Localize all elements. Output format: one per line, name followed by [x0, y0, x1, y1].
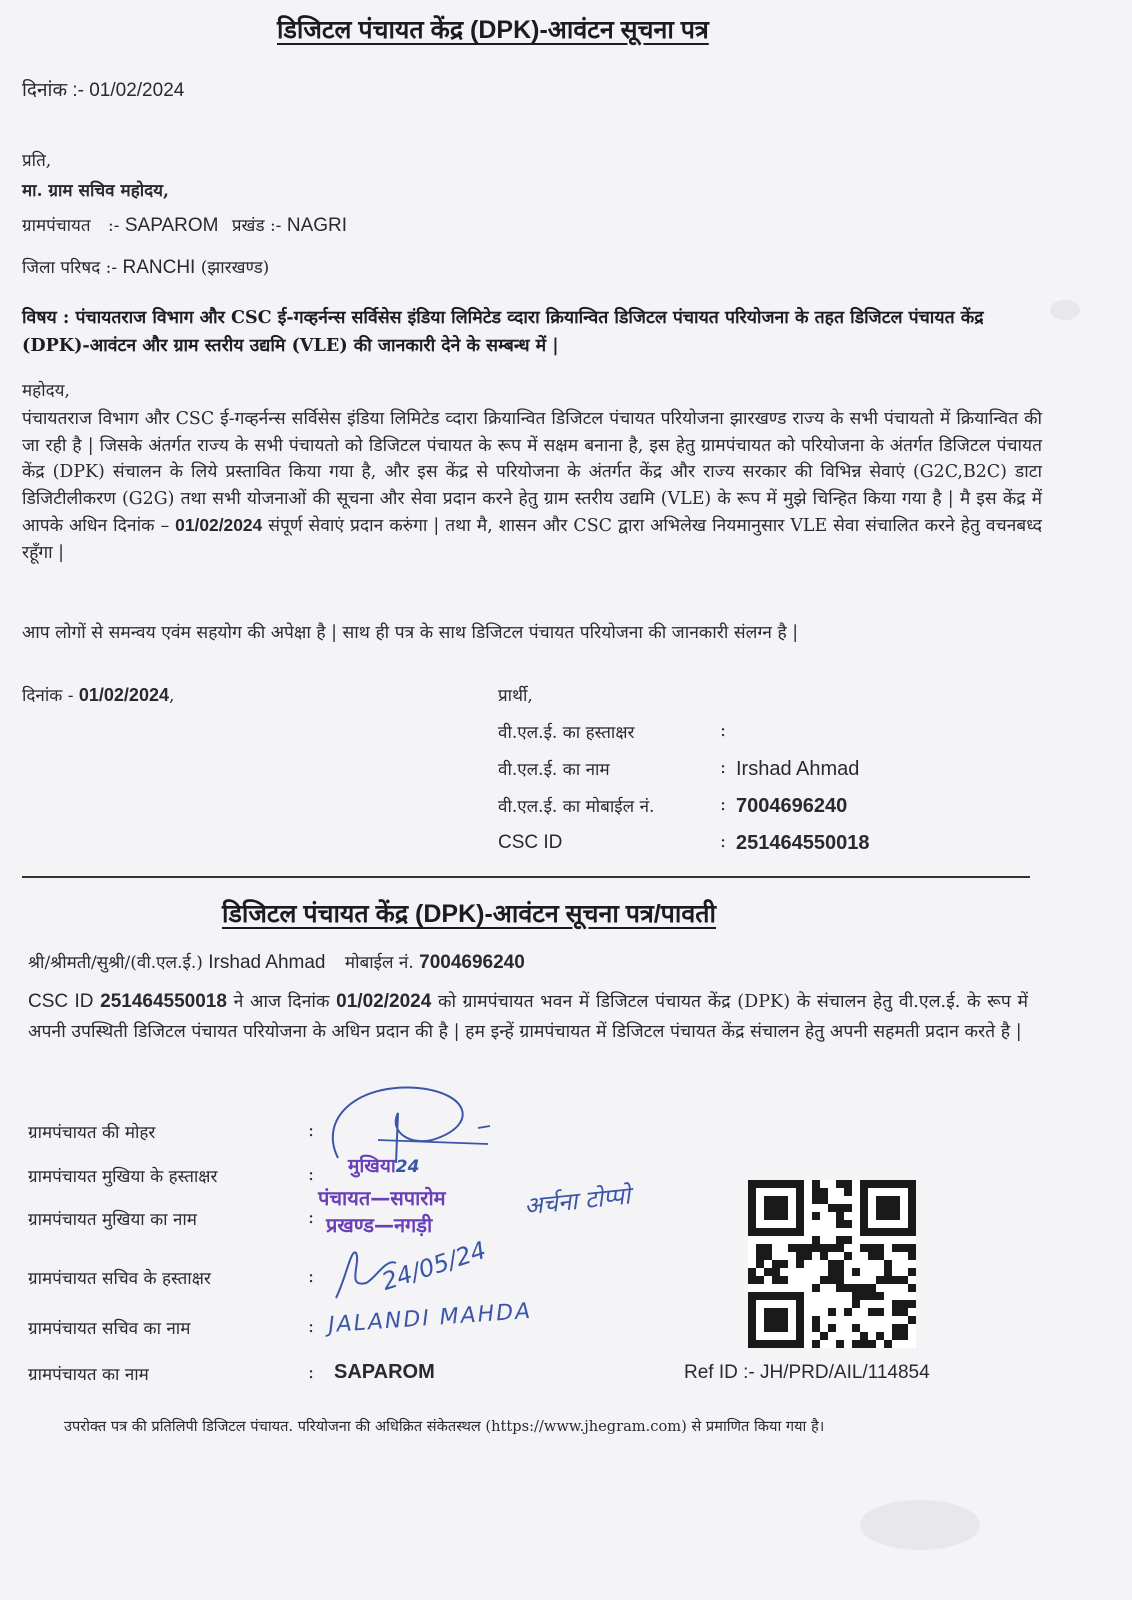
receipt-cert-part1: ने आज दिनांक [233, 992, 330, 1012]
addressee-title: मा. ग्राम सचिव महोदय, [22, 181, 169, 201]
colon: : [308, 1316, 315, 1337]
stamp-block: प्रखण्ड—नगड़ी [326, 1213, 433, 1237]
colon: : [720, 720, 727, 741]
footer-note: उपरोक्त पत्र की प्रतिलिपी डिजिटल पंचायत. परियोजना की अधिक्रित संकेतस्थल (https://www.jhegram.com) से प्रमाणित किया गया है। [64, 1418, 825, 1435]
header-date [22, 76, 184, 102]
receipt-cert-part2: को ग्रामपंचायत भवन में डिजिटल पंचायत केंद्र (DPK) के संचालन हेतु वी.एल.ई. के रूप में अपनी उपस्थिती डिजिटल पंचायत परियोजना के अधिन प्रदान की है | हम इन्हें ग्रामपंचायत में डिजिटल पंचायत केंद्र संचालन हेतु अपनी सहमती प्रदान करते है | [28, 992, 1029, 1042]
receipt-cscid-value: 251464550018 [100, 991, 227, 1012]
receipt-title: डिजिटल पंचायत केंद्र (DPK)-आवंटन सूचना पत्र/पावती [222, 900, 716, 928]
section-divider [22, 876, 1030, 878]
district-state: (झारखण्ड) [200, 258, 270, 278]
gp-name-label: ग्रामपंचायत का नाम [28, 1365, 149, 1385]
document-title: डिजिटल पंचायत केंद्र (DPK)-आवंटन सूचना पत्र [277, 16, 709, 44]
applicant-label: प्रार्थी, [498, 686, 533, 706]
sign-date-suffix: , [168, 686, 175, 706]
addressee-prefix: प्रति, [22, 151, 52, 171]
stamp-line-1: मुखिया [348, 1155, 396, 1177]
date-label: दिनांक :- [22, 80, 84, 101]
vle-signature-label: वी.एल.ई. का हस्ताक्षर [498, 723, 635, 743]
body-paragraph-1 [22, 406, 1042, 567]
qr-code [748, 1180, 916, 1348]
secretary-sign-date: 24/05/24 [378, 1236, 490, 1296]
vle-mobile-value: 7004696240 [736, 795, 848, 817]
addressee-gp-line [22, 213, 347, 237]
colon: : [720, 794, 727, 815]
receipt-mobile-value: 7004696240 [419, 952, 525, 973]
body-salutation: महोदय, [22, 381, 70, 401]
stamp-date: 24 [395, 1157, 420, 1177]
receipt-cscid-label: CSC ID [28, 991, 94, 1012]
vle-name-label: वी.एल.ई. का नाम [498, 760, 610, 780]
vle-name-value: Irshad Ahmad [736, 758, 860, 780]
vle-mobile-label: वी.एल.ई. का मोबाईल नं. [498, 797, 655, 817]
paper-smudge [860, 1500, 980, 1550]
qr-code-pattern [748, 1180, 916, 1348]
colon: : [308, 1362, 315, 1383]
gp-label: ग्रामपंचायत [22, 216, 91, 236]
para1-part1: पंचायतराज विभाग और CSC ई-गव्हर्नन्स सर्विसेस इंडिया लिमिटेड व्दारा क्रियान्वित डिजिटल पंचायत परियोजना झारखण्ड राज्य के सभी पंचायतो में क्रियान्वित की जा रही है | जिसके अंतर्गत राज्य के सभी पंचायतो को डिजिटल पंचायत के रूप में सक्षम बनाना है, इस हेतु ग्रामपंचायत को परियोजना के अंतर्गत डिजिटल पंचायत केंद्र (DPK) संचालन के लिये प्रस्तावित किया गया है, और इस केंद्र से परियोजना के अंतर्गत केंद्र और राज्य सरकार की विभिन्न सेवाएं (G2C,B2C) डाटा डिजिटीलीकरण (G2G) तथा सभी योजनाओं की सूचना और सेवा प्रदान करने हेतु ग्राम स्तरीय उद्यमि (VLE) के रूप में मुझे चिन्हित किया गया है | मै इस केंद्र में आपके अधिन दिनांक – [22, 409, 1042, 537]
csc-id-label: CSC ID [498, 832, 563, 853]
secretary-name-label: ग्रामपंचायत सचिव का नाम [28, 1319, 191, 1339]
gp-value: SAPAROM [124, 215, 219, 236]
secretary-signature-label: ग्रामपंचायत सचिव के हस्ताक्षर [28, 1269, 211, 1289]
receipt-certification [28, 987, 1028, 1047]
colon: : [308, 1207, 315, 1228]
block-label: प्रखंड :- [231, 216, 282, 236]
district-label: जिला परिषद :- [22, 258, 118, 278]
stamp-panchayat: पंचायत—सपारोम [318, 1186, 446, 1210]
district-value: RANCHI [122, 257, 196, 278]
sign-date-label: दिनांक - [22, 686, 74, 706]
mukhiya-name-label: ग्रामपंचायत मुखिया का नाम [28, 1210, 197, 1230]
receipt-vle-name: Irshad Ahmad [208, 952, 326, 973]
paper-smudge [1050, 300, 1080, 320]
gp-seal-label: ग्रामपंचायत की मोहर [28, 1123, 156, 1143]
para1-date: 01/02/2024 [175, 515, 263, 536]
subject-text: विषय : पंचायतराज विभाग और CSC ई-गव्हर्नन्स सर्विसेस इंडिया लिमिटेड व्दारा क्रियान्वित डिजिटल पंचायत परियोजना के तहत डिजिटल पंचायत केंद्र (DPK)-आवंटन और ग्राम स्तरीय उद्यमि (VLE) की जानकारी देने के सम्बन्ध में | [22, 307, 984, 356]
gp-name-value: SAPAROM [334, 1361, 435, 1383]
receipt-cert-date: 01/02/2024 [336, 991, 432, 1012]
gp-colon: :- [107, 216, 120, 236]
colon: : [720, 757, 727, 778]
block-value: NAGRI [286, 215, 348, 236]
sign-date-value: 01/02/2024 [78, 685, 169, 705]
receipt-vle-line [28, 950, 525, 974]
colon: : [308, 1164, 315, 1185]
body-paragraph-2: आप लोगों से समन्वय एवंम सहयोग की अपेक्षा है | साथ ही पत्र के साथ डिजिटल पंचायत परियोजना की जानकारी संलग्न है | [22, 623, 799, 643]
secretary-name-handwritten: JALANDI MAHDA [327, 1298, 533, 1339]
colon: : [720, 831, 727, 852]
sign-date-line [22, 683, 174, 706]
ref-id: Ref ID :- JH/PRD/AIL/114854 [684, 1362, 930, 1383]
receipt-mobile-label: मोबाईल नं. [344, 953, 414, 973]
colon: : [308, 1266, 315, 1287]
mukhiya-signature-label: ग्रामपंचायत मुखिया के हस्ताक्षर [28, 1167, 218, 1187]
stamp-mukhiya [348, 1152, 419, 1178]
csc-id-value: 251464550018 [736, 832, 870, 854]
addressee-district-line [22, 255, 269, 279]
colon: : [308, 1120, 315, 1141]
receipt-vle-label: श्री/श्रीमती/सुश्री/(वी.एल.ई.) [28, 953, 203, 973]
mukhiya-name-handwritten: अर्चना टोप्पो [522, 1181, 632, 1221]
para1-part2: संपूर्ण सेवाएं प्रदान करुंगा | तथा मै, शासन और CSC द्वारा अभिलेख नियमानुसार VLE सेवा संचालित करने हेतु वचनबध्द रहूँगा | [22, 516, 1042, 563]
date-value: 01/02/2024 [89, 80, 185, 101]
